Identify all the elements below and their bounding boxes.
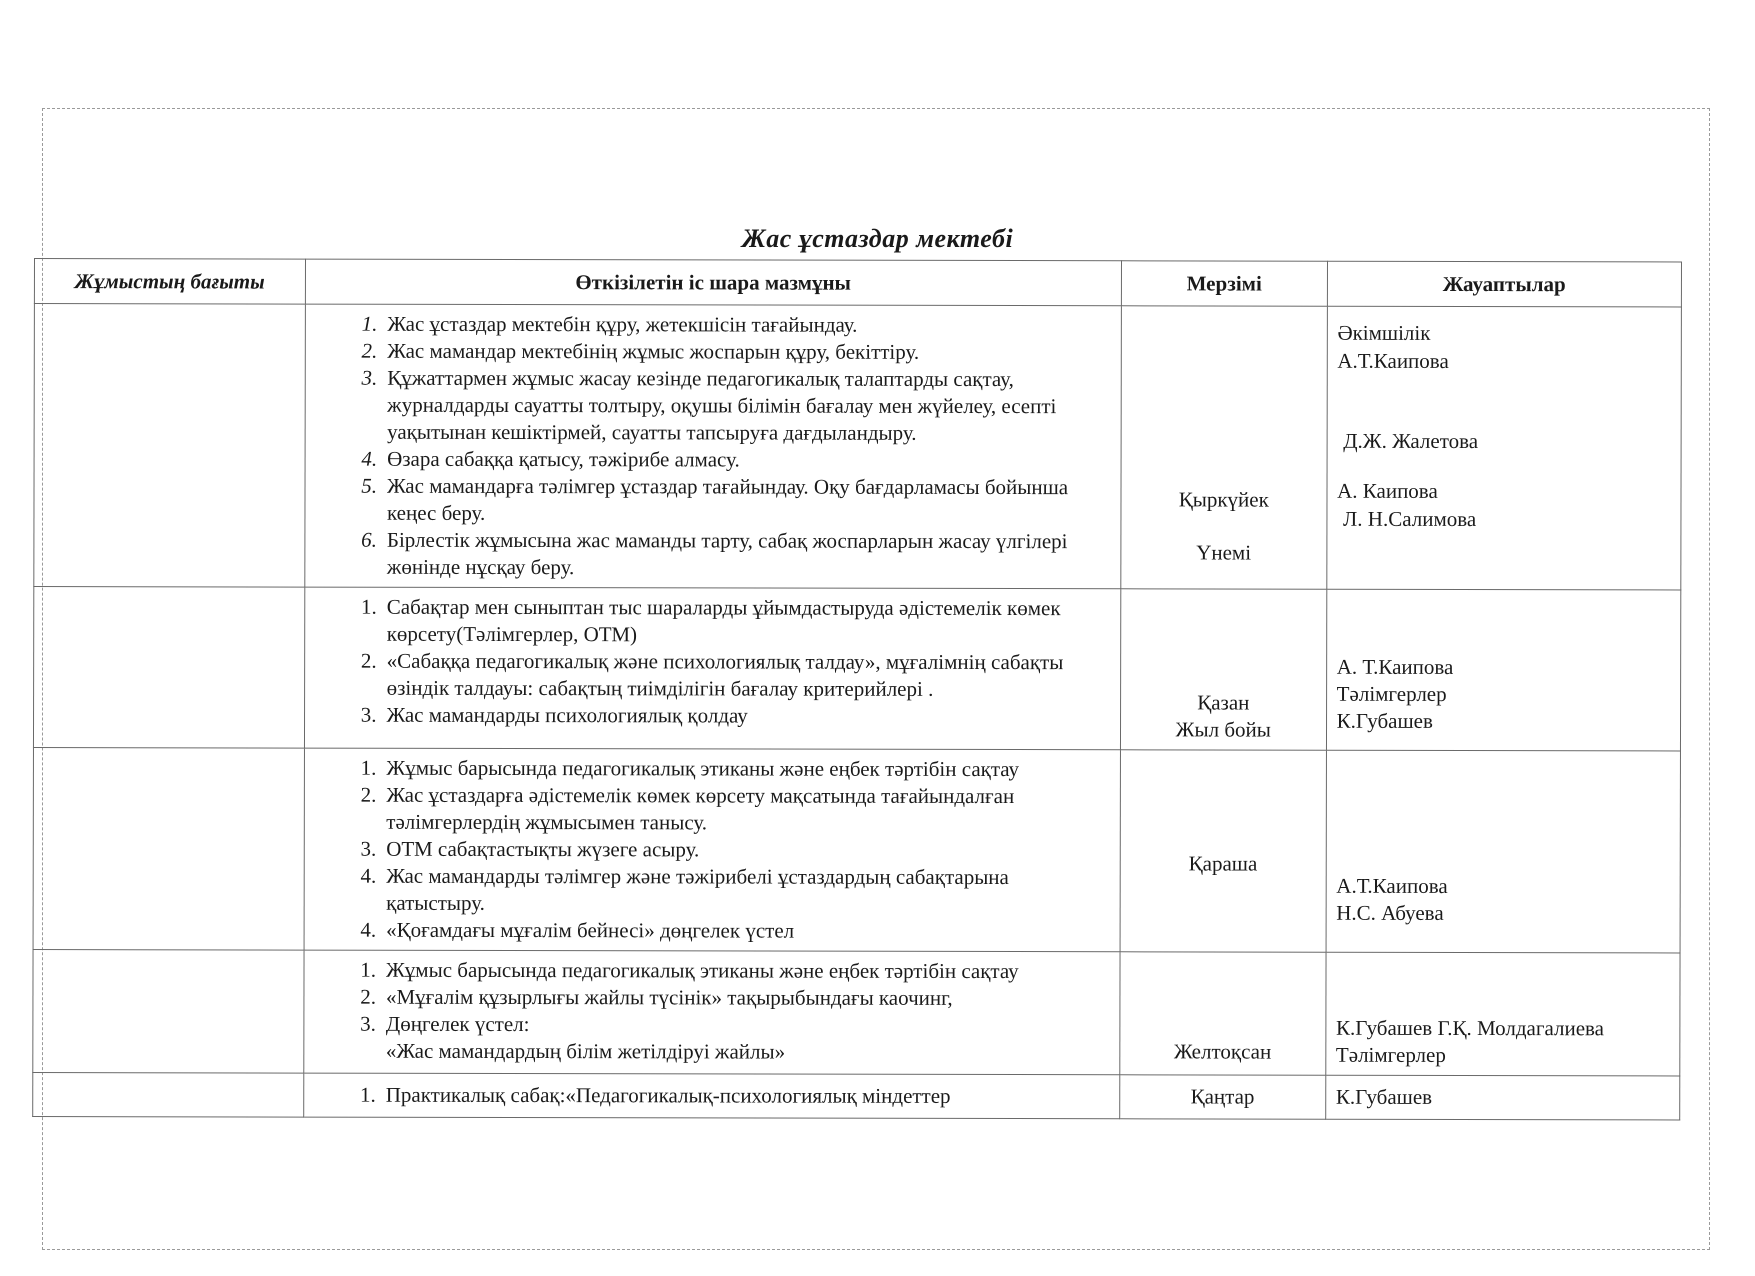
- responsible-cell: [1325, 952, 1680, 1076]
- activity-list: [341, 594, 1103, 731]
- responsible-name: А.Т.Каипова: [1337, 348, 1449, 373]
- responsible-cell: [1325, 1075, 1679, 1120]
- activity-list: [341, 311, 1103, 583]
- list-item: 2. Жас мамандар мектебінің жұмыс жоспарын құру, бекіттіру.: [361, 338, 920, 364]
- list-item: 1. Жас ұстаздар мектебін құру, жетекшісін тағайындау.: [361, 311, 858, 337]
- responsible-name: Тәлімгерлер: [1336, 681, 1447, 706]
- term-value: Жыл бойы: [1175, 717, 1271, 742]
- direction-cell: [33, 1072, 304, 1117]
- content-cell: [304, 748, 1121, 952]
- responsible-name: К.Губашев Г.Қ. Молдагалиева: [1335, 1015, 1605, 1041]
- content-cell: [304, 587, 1121, 750]
- responsible-cell: [1326, 306, 1681, 590]
- term-cell: [1120, 589, 1326, 750]
- responsible-name: К.Губашев: [1335, 1084, 1433, 1109]
- content-cell: [304, 304, 1121, 589]
- document-title: Жас ұстаздар мектебі: [741, 224, 1014, 253]
- term-cell: [1120, 1075, 1326, 1119]
- term-value: Қараша: [1188, 851, 1258, 876]
- list-item: 5. Жас мамандарға тәлімгер ұстаздар тағайындау. Оқу бағдарламасы бойынша кеңес беру.: [361, 473, 1069, 525]
- direction-cell: [33, 748, 304, 951]
- responsible-cell: [1326, 750, 1681, 953]
- list-item: 4. «Қоғамдағы мұғалім бейнесі» дөңгелек үстел: [360, 917, 795, 943]
- list-item: 4. Өзара сабаққа қатысу, тәжірибе алмасу.: [361, 446, 740, 472]
- list-item: 2. «Сабаққа педагогикалық және психологиялық талдау», мұғалімнің сабақты өзіндік талдауы: сабақтың тиімділігін бағалау критерийлері .: [360, 648, 1064, 701]
- plan-table: [32, 258, 1682, 1120]
- responsible-name: А. Каипова: [1337, 478, 1438, 503]
- direction-cell: [33, 587, 304, 749]
- list-item: 3. Жас мамандарды психологиялық қолдау: [360, 702, 748, 728]
- table-row: [33, 949, 1680, 1075]
- term-cell: [1120, 952, 1326, 1075]
- direction-cell: [33, 949, 304, 1073]
- term-value: Үнемі: [1196, 540, 1252, 565]
- table-row: [33, 587, 1680, 751]
- term-cell: [1121, 306, 1327, 589]
- list-item: 3. Құжаттармен жұмыс жасау кезінде педагогикалық талаптарды сақтау, журналдарды сауатты толтыру, оқушы білімін бағалау мен жүйелеу, есепті уақытынан кешіктірмей, сауатты тапсыруға дағдыландыру.: [361, 365, 1057, 445]
- responsible-name: А.Т.Каипова: [1336, 873, 1448, 898]
- term-value: Желтоқсан: [1173, 1039, 1272, 1064]
- responsible-name: Д.Ж. Жалетова: [1343, 428, 1479, 454]
- header-content: Өткізілетін іс шара мазмұны: [305, 259, 1122, 306]
- list-item: 6. Бірлестік жұмысына жас маманды тарту, сабақ жоспарларын жасау үлгілері жөнінде нұсқау беру.: [361, 527, 1068, 580]
- list-item: 1. Жұмыс барысында педагогикалық этиканы және еңбек тәртібін сақтау: [360, 957, 1019, 984]
- term-value: Қазан: [1197, 690, 1250, 715]
- content-cell: [303, 950, 1120, 1075]
- header-term: Мерзімі: [1121, 261, 1327, 306]
- term-value: Қаңтар: [1190, 1084, 1255, 1109]
- header-responsible: Жауаптылар: [1327, 261, 1681, 307]
- term-cell: [1120, 750, 1326, 952]
- direction-cell: [34, 304, 305, 588]
- activity-list: [340, 1082, 1101, 1111]
- responsible-cell: [1326, 589, 1681, 751]
- list-item: 3. ОТМ сабақтастықты жүзеге асыру.: [360, 836, 700, 862]
- responsible-name: Тәлімгерлер: [1335, 1042, 1446, 1067]
- list-item: 1. Практикалық сабақ:«Педагогикалық-психологиялық міндеттер: [359, 1082, 951, 1108]
- header-row: [34, 259, 1681, 307]
- activity-list: [340, 755, 1102, 946]
- header-direction: Жұмыстың бағыты: [34, 259, 305, 305]
- responsible-name: А. Т.Каипова: [1336, 654, 1454, 679]
- list-item: 2. Жас ұстаздарға әдістемелік көмек көрсету мақсатында тағайындалған тәлімгерлердің жұмысымен танысу.: [360, 782, 1015, 835]
- term-value: Қыркүйек: [1178, 487, 1269, 512]
- content-cell: [303, 1073, 1120, 1119]
- responsible-name: Әкімшілік: [1337, 320, 1431, 345]
- responsible-name: К.Губашев: [1336, 708, 1433, 733]
- list-item: «Жас мамандардың білім жетілдіруі жайлы»: [385, 1038, 786, 1064]
- list-item: 3. Дөңгелек үстел:: [360, 1011, 530, 1037]
- table-row: [33, 748, 1680, 953]
- table-row: [34, 304, 1682, 590]
- list-item: 1. Сабақтар мен сыныптан тыс шараларды ұйымдастыруда әдістемелік көмек көрсету(Тәлімгерлер, ОТМ): [360, 594, 1061, 647]
- responsible-name: Н.С. Абуева: [1336, 900, 1444, 925]
- responsible-name: Л. Н.Салимова: [1343, 506, 1477, 532]
- list-item: 2. «Мұғалім құзырлығы жайлы түсінік» тақырыбындағы каочинг,: [360, 984, 953, 1010]
- list-item: 1. Жұмыс барысында педагогикалық этиканы және еңбек тәртібін сақтау: [360, 755, 1020, 782]
- table-row: [33, 1072, 1680, 1119]
- list-item: 4. Жас мамандарды тәлімгер және тәжірибелі ұстаздардың сабақтарына қатыстыру.: [360, 863, 1009, 915]
- activity-list: [340, 957, 1102, 1067]
